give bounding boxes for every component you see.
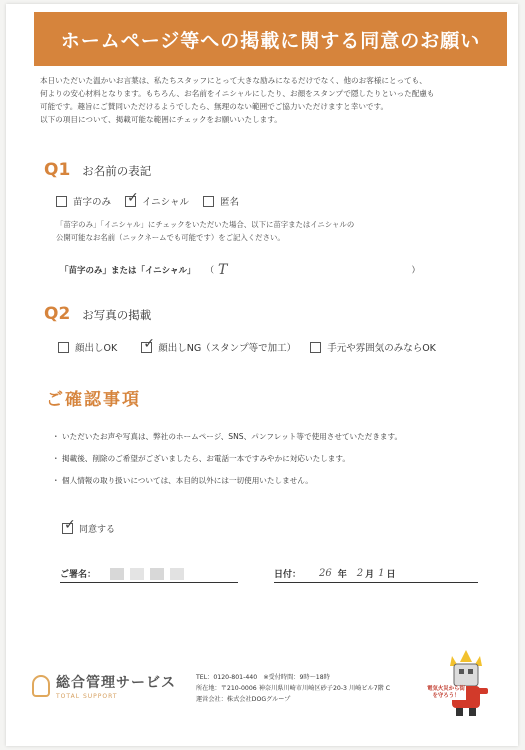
signature-label: ご署名： <box>60 570 97 580</box>
confirm-list <box>52 426 402 492</box>
company-name: 総合管理サービス <box>56 675 176 691</box>
q1-number: Q1 <box>44 160 71 180</box>
q1-note <box>56 218 436 244</box>
agree-label: 同意する <box>79 525 116 535</box>
mascot-icon <box>438 648 494 718</box>
mascot-speech: 電気火災から街を守ろう！ <box>427 686 465 699</box>
checkbox[interactable] <box>58 342 69 353</box>
name-entry-row <box>60 262 420 278</box>
checkbox[interactable] <box>56 196 67 207</box>
option-label: 顔出しOK <box>75 343 118 354</box>
date-year[interactable]: 26 <box>319 568 332 579</box>
company-logo <box>32 672 176 700</box>
check-mark-icon: ✓ <box>64 517 76 533</box>
date-month[interactable]: 2 <box>356 568 364 579</box>
paren-open: （ <box>205 266 215 276</box>
q2-options <box>58 335 450 354</box>
paren-close: ） <box>411 266 420 276</box>
check-mark-icon: ✓ <box>143 335 155 352</box>
form-header <box>34 12 507 66</box>
intro-line: 可能です。趣旨にご賛同いただけるようでしたら、無理のない範囲でご協力いただけますと幸いです。 <box>40 102 389 111</box>
option-label: イニシャル <box>142 197 189 208</box>
q1-option-initial[interactable] <box>125 189 189 208</box>
option-label: 苗字のみ <box>73 197 112 208</box>
q1-option-surname[interactable] <box>56 194 111 208</box>
option-label: 顔出しNG（スタンプ等で加工） <box>158 343 297 354</box>
intro-line: 以下の項目について、掲載可能な範囲にチェックをお願いいたします。 <box>40 115 282 124</box>
contact-tel: TEL：0120-801-440 ※受付時間：9時～18時 <box>196 674 330 681</box>
checkbox[interactable] <box>141 335 155 353</box>
q1-options <box>56 189 253 208</box>
name-entry-label: 「苗字のみ」または「イニシャル」 <box>60 266 196 276</box>
checkbox[interactable] <box>310 342 321 353</box>
date-label: 日付： <box>274 570 302 580</box>
contact-address: 所在地：〒210-0006 神奈川県川崎市川崎区砂子20-3 川崎ビル7階 C <box>196 685 391 692</box>
name-entry-value[interactable]: T <box>218 262 228 278</box>
option-label: 匿名 <box>219 197 239 208</box>
signature-redacted <box>110 568 190 580</box>
date-field[interactable] <box>274 565 478 583</box>
signature-field[interactable] <box>60 565 238 583</box>
form-title: ホームページ等への掲載に関する同意のお願い <box>60 29 481 52</box>
company-name-en: TOTAL SUPPORT <box>56 693 118 700</box>
intro-line: 本日いただいた温かいお言葉は、私たちスタッフにとって大きな励みになるだけでなく、他のお客様にとっても、 <box>40 76 427 85</box>
q2-title: お写真の掲載 <box>82 308 152 322</box>
confirm-item: ・ 掲載後、削除のご希望がございましたら、お電話一本ですみやかに対応いたします。 <box>52 454 350 463</box>
q2-number: Q2 <box>44 304 71 324</box>
checkbox[interactable] <box>203 196 214 207</box>
lightbulb-icon <box>32 675 50 697</box>
note-line: 公開可能なお名前（ニックネームでも可能です）をご記入ください。 <box>56 233 285 242</box>
checkbox[interactable] <box>125 189 139 207</box>
day-unit: 日 <box>386 570 396 580</box>
q1-heading <box>44 160 151 180</box>
agree-option[interactable] <box>62 517 116 535</box>
contact-info <box>196 672 390 705</box>
year-unit: 年 <box>337 570 347 580</box>
option-label: 手元や雰囲気のみならOK <box>327 343 436 354</box>
q2-option-face-ok[interactable] <box>58 340 117 354</box>
confirm-title: ご確認事項 <box>46 390 141 410</box>
check-mark-icon: ✓ <box>127 189 139 206</box>
note-line: 「苗字のみ」「イニシャル」にチェックをいただいた場合、以下に苗字またはイニシャルの <box>56 220 355 229</box>
q2-heading <box>44 304 151 324</box>
intro-text <box>40 74 490 126</box>
q1-title: お名前の表記 <box>82 164 152 178</box>
q2-option-hands-only[interactable] <box>310 340 436 354</box>
confirm-item: ・ 個人情報の取り扱いについては、本目的以外には一切使用いたしません。 <box>52 476 313 485</box>
intro-line: 何よりの安心材料となります。もちろん、お名前をイニシャルにしたり、お顔をスタンプで隠したりといった配慮も <box>40 89 435 98</box>
confirm-item: ・ いただいたお声や写真は、弊社のホームページ、SNS、パンフレット等で使用させていただきます。 <box>52 432 403 441</box>
q1-option-anonymous[interactable] <box>203 194 239 208</box>
contact-operator: 運営会社：株式会社DOGグループ <box>196 696 291 703</box>
q2-option-face-ng[interactable] <box>141 335 297 354</box>
date-day[interactable]: 1 <box>378 568 385 579</box>
month-unit: 月 <box>365 570 375 580</box>
agree-checkbox[interactable] <box>62 517 76 534</box>
